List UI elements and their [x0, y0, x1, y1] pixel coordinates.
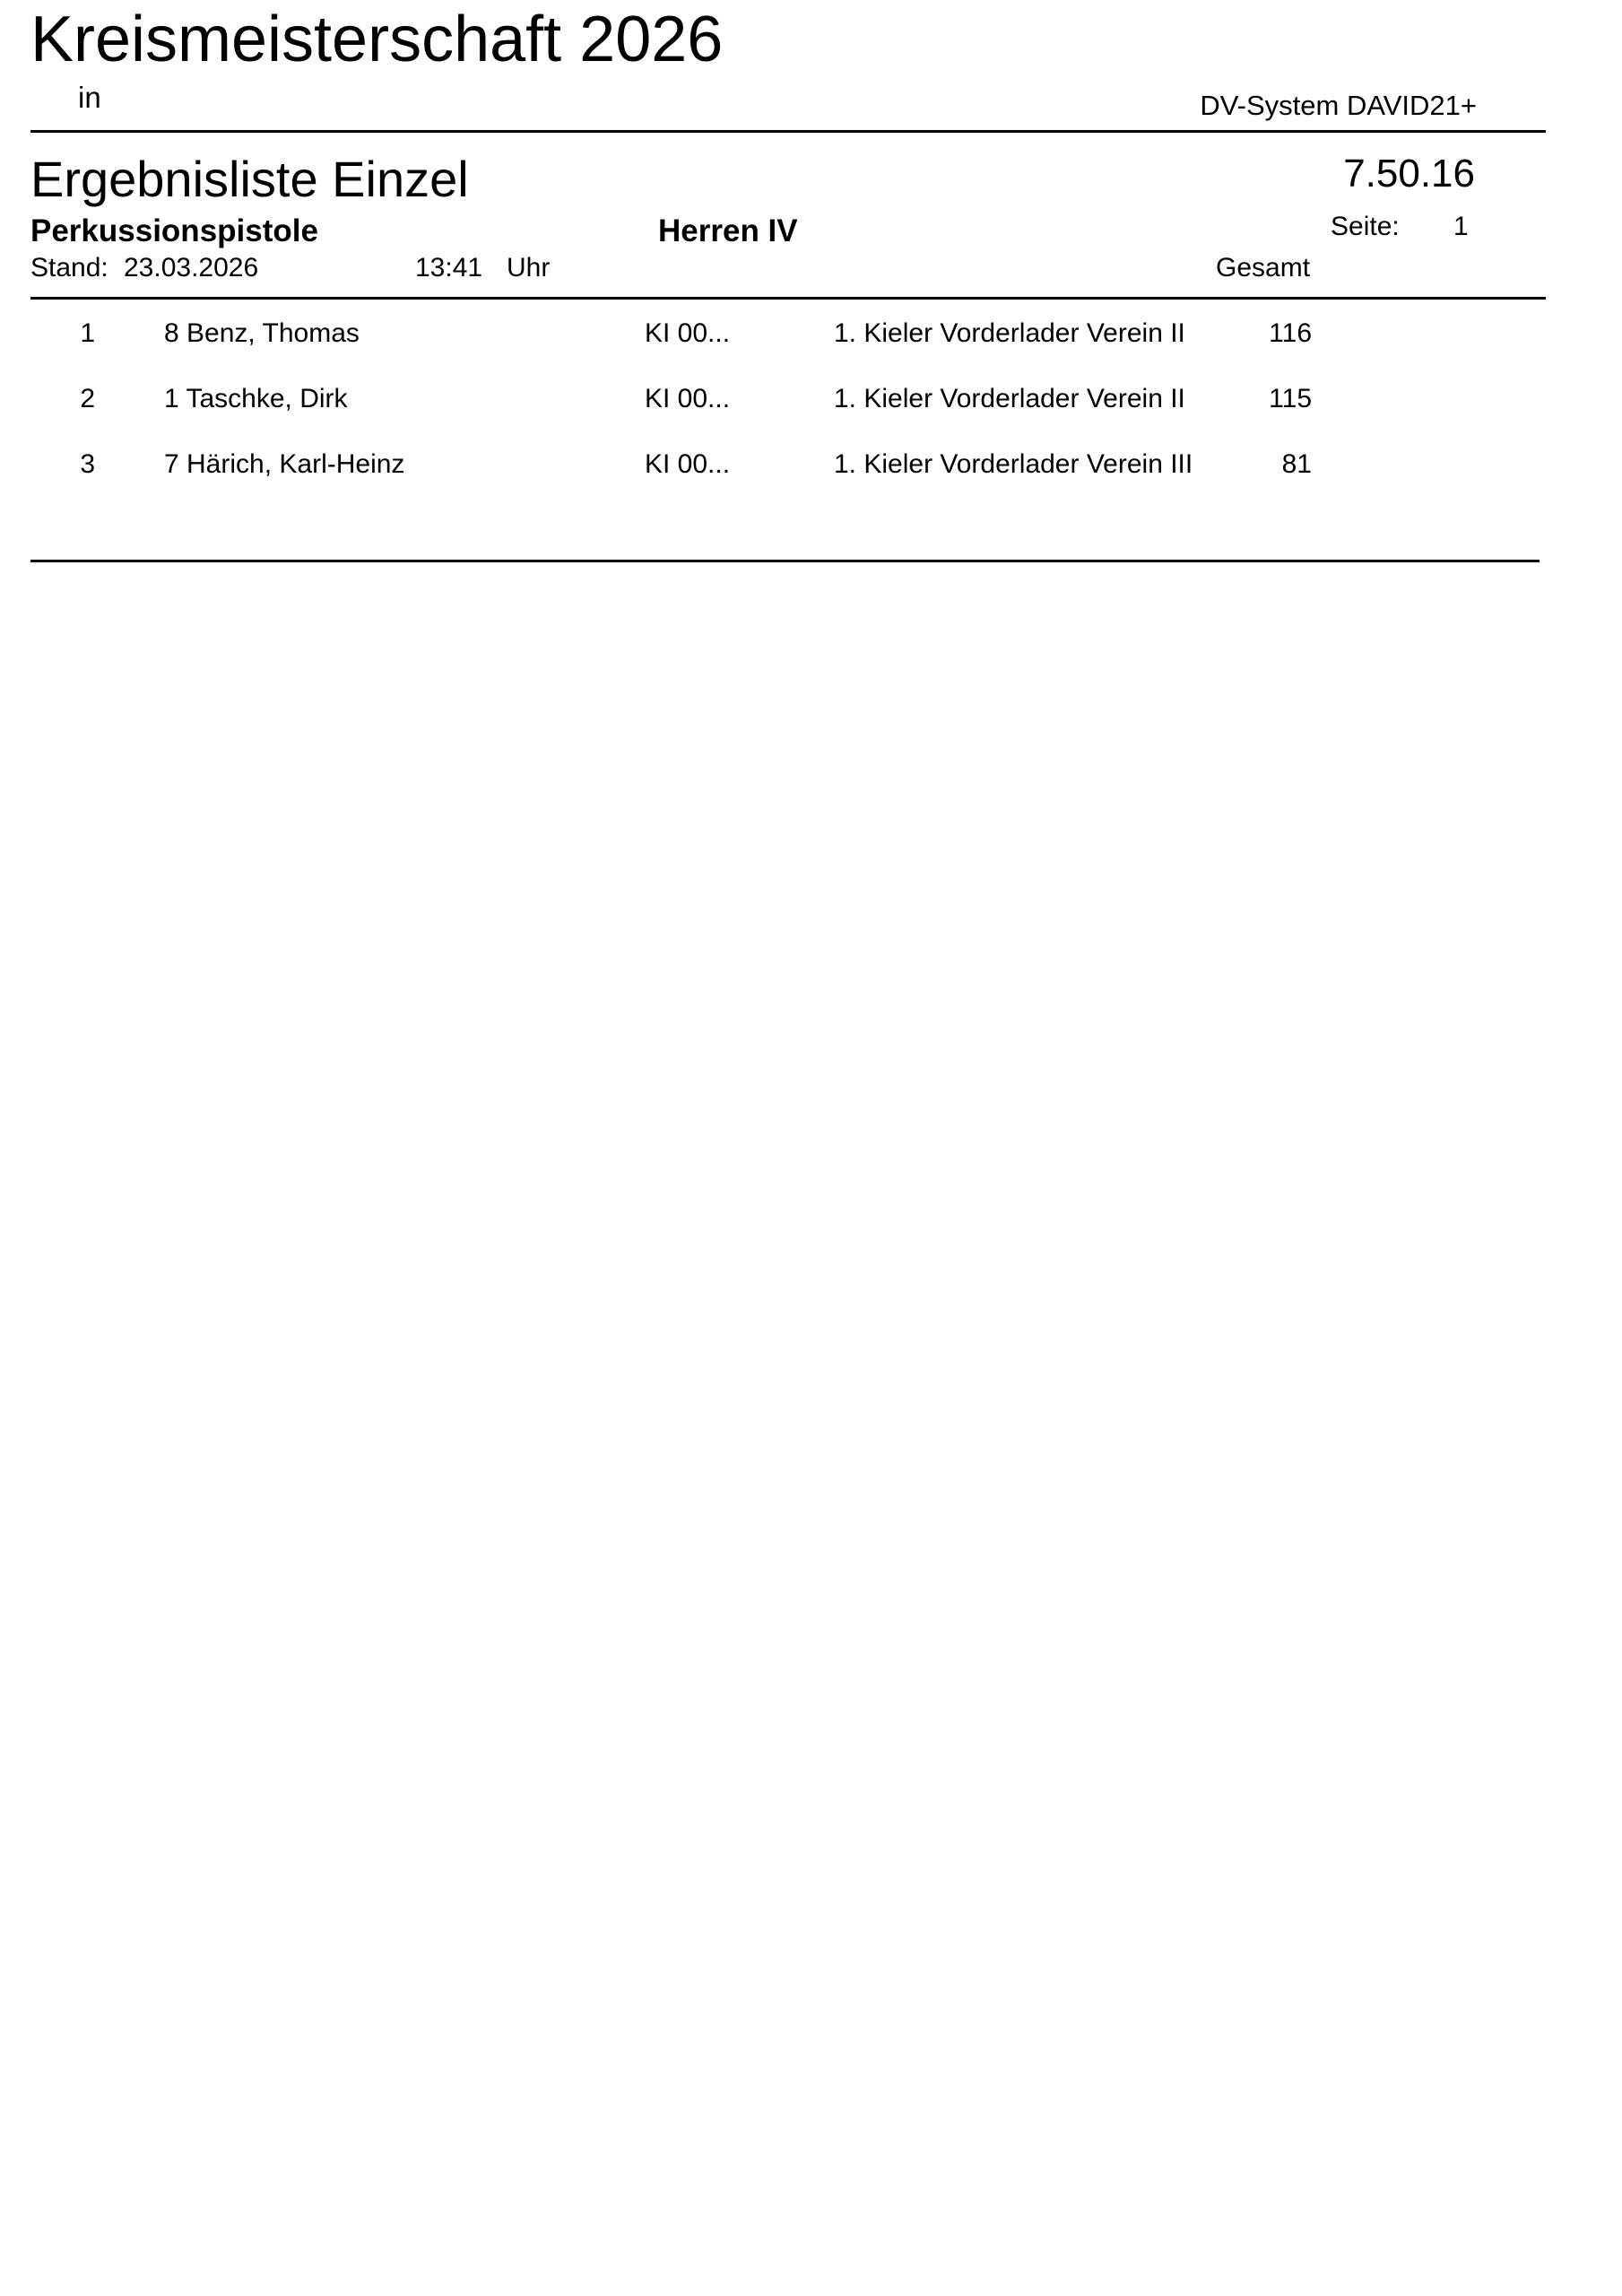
club-cell: 1. Kieler Vorderlader Verein II — [834, 384, 1185, 413]
rank-cell: 1 — [80, 318, 95, 348]
shooter-name-cell: 1 Taschke, Dirk — [164, 384, 348, 413]
shooter-name-cell: 7 Härich, Karl-Heinz — [164, 449, 405, 479]
event-title: Kreismeisterschaft 2026 — [30, 4, 724, 75]
discipline-name: Perkussionspistole — [30, 213, 318, 248]
shooter-id-cell: KI 00... — [645, 318, 731, 348]
class-name: Herren IV — [658, 213, 798, 248]
stand-label: Stand: — [30, 253, 108, 283]
page-number: 1 — [1453, 212, 1469, 241]
list-title: Ergebnisliste Einzel — [30, 151, 469, 207]
list-code: 7.50.16 — [1343, 152, 1475, 196]
stand-time-unit: Uhr — [507, 253, 551, 283]
rank-cell: 3 — [80, 449, 95, 479]
result-row — [0, 386, 1622, 422]
result-row — [0, 451, 1622, 487]
system-name: DV-System DAVID21+ — [1200, 90, 1477, 121]
result-row — [0, 320, 1622, 356]
total-cell: 116 — [1269, 318, 1312, 348]
total-column-header: Gesamt — [1216, 253, 1311, 283]
shooter-id-cell: KI 00... — [645, 449, 731, 479]
table-header-divider — [30, 297, 1546, 300]
rank-cell: 2 — [80, 384, 95, 413]
shooter-name-cell: 8 Benz, Thomas — [164, 318, 360, 348]
club-cell: 1. Kieler Vorderlader Verein II — [834, 318, 1185, 348]
shooter-id-cell: KI 00... — [645, 384, 731, 413]
stand-time: 13:41 — [415, 253, 483, 283]
page-label: Seite: — [1331, 212, 1400, 241]
stand-date: 23.03.2026 — [124, 253, 259, 283]
table-footer-divider — [30, 560, 1540, 562]
total-cell: 81 — [1281, 449, 1312, 479]
header-divider — [30, 130, 1546, 133]
total-cell: 115 — [1269, 384, 1312, 413]
club-cell: 1. Kieler Vorderlader Verein III — [834, 449, 1193, 479]
event-venue: in — [78, 81, 101, 114]
